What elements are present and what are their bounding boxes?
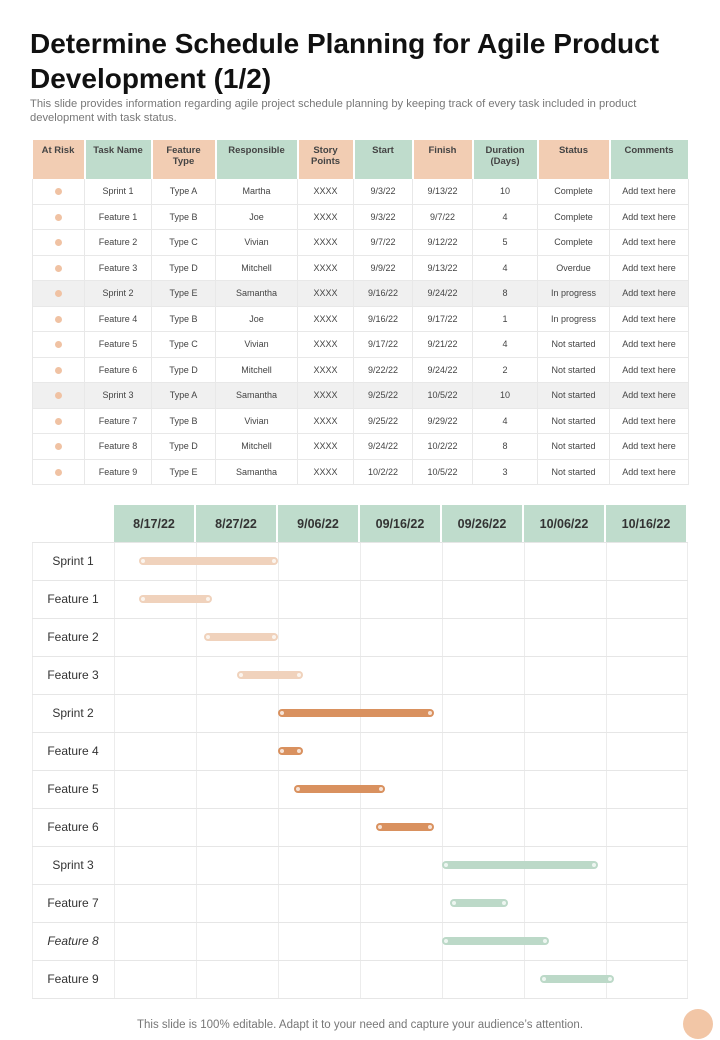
risk-dot-icon (55, 392, 62, 399)
gantt-bar (139, 595, 213, 603)
status-cell: Not started (538, 357, 610, 383)
at-risk-cell (33, 332, 85, 358)
story-points-cell: XXXX (298, 255, 354, 281)
task-name-cell: Sprint 1 (85, 179, 152, 204)
gantt-grid-hline (32, 922, 688, 923)
gantt-task-label: Feature 9 (47, 972, 99, 986)
finish-cell: 9/29/22 (413, 408, 473, 434)
duration-cell: 10 (473, 179, 538, 204)
gantt-grid-hline (32, 618, 688, 619)
gantt-bar (278, 747, 303, 755)
duration-cell: 1 (473, 306, 538, 332)
task-name-cell: Feature 9 (85, 459, 152, 485)
table-row (33, 255, 689, 281)
story-points-cell: XXXX (298, 230, 354, 256)
responsible-cell: Vivian (216, 408, 298, 434)
gantt-task-label: Feature 1 (47, 592, 99, 606)
story-points-cell: XXXX (298, 306, 354, 332)
finish-cell: 9/24/22 (413, 281, 473, 307)
story-points-cell: XXXX (298, 204, 354, 230)
table-body (33, 179, 689, 485)
table-row (33, 281, 689, 307)
responsible-cell: Mitchell (216, 357, 298, 383)
duration-cell: 4 (473, 408, 538, 434)
gantt-grid-hline (32, 732, 688, 733)
decorative-circle (683, 1009, 713, 1039)
responsible-cell: Samantha (216, 383, 298, 409)
risk-dot-icon (55, 214, 62, 221)
start-cell: 10/2/22 (354, 459, 413, 485)
task-name-cell: Feature 8 (85, 434, 152, 460)
header-responsible: Responsible (216, 140, 298, 179)
feature-type-cell: Type E (152, 459, 216, 485)
responsible-cell: Mitchell (216, 255, 298, 281)
comments-cell: Add text here (610, 306, 689, 332)
risk-dot-icon (55, 265, 62, 272)
feature-type-cell: Type B (152, 204, 216, 230)
finish-cell: 9/7/22 (413, 204, 473, 230)
duration-cell: 4 (473, 255, 538, 281)
start-cell: 9/7/22 (354, 230, 413, 256)
gantt-chart (32, 505, 688, 999)
task-name-cell: Feature 7 (85, 408, 152, 434)
gantt-date-header: 10/16/22 (606, 505, 688, 542)
duration-cell: 2 (473, 357, 538, 383)
gantt-bar (294, 785, 384, 793)
task-name-cell: Sprint 2 (85, 281, 152, 307)
responsible-cell: Vivian (216, 230, 298, 256)
start-cell: 9/25/22 (354, 383, 413, 409)
gantt-grid-hline (32, 656, 688, 657)
at-risk-cell (33, 408, 85, 434)
gantt-task-label: Feature 4 (47, 744, 99, 758)
comments-cell: Add text here (610, 255, 689, 281)
feature-type-cell: Type C (152, 332, 216, 358)
status-cell: Not started (538, 383, 610, 409)
story-points-cell: XXXX (298, 408, 354, 434)
gantt-date-header: 9/06/22 (278, 505, 360, 542)
story-points-cell: XXXX (298, 383, 354, 409)
header-at-risk: At Risk (33, 140, 85, 179)
story-points-cell: XXXX (298, 357, 354, 383)
at-risk-cell (33, 306, 85, 332)
task-name-cell: Feature 1 (85, 204, 152, 230)
finish-cell: 9/12/22 (413, 230, 473, 256)
comments-cell: Add text here (610, 281, 689, 307)
finish-cell: 9/13/22 (413, 179, 473, 204)
gantt-task-label: Feature 2 (47, 630, 99, 644)
header-comments: Comments (610, 140, 689, 179)
responsible-cell: Mitchell (216, 434, 298, 460)
feature-type-cell: Type D (152, 357, 216, 383)
header-finish: Finish (413, 140, 473, 179)
risk-dot-icon (55, 418, 62, 425)
duration-cell: 10 (473, 383, 538, 409)
header-story-points: Story Points (298, 140, 354, 179)
header-task-name: Task Name (85, 140, 152, 179)
duration-cell: 3 (473, 459, 538, 485)
table-row (33, 179, 689, 204)
table-row (33, 459, 689, 485)
gantt-date-header: 09/26/22 (442, 505, 524, 542)
gantt-bar (204, 633, 278, 641)
comments-cell: Add text here (610, 408, 689, 434)
at-risk-cell (33, 459, 85, 485)
gantt-task-label: Feature 5 (47, 782, 99, 796)
gantt-grid-hline (32, 846, 688, 847)
start-cell: 9/9/22 (354, 255, 413, 281)
finish-cell: 9/17/22 (413, 306, 473, 332)
gantt-task-label: Feature 8 (47, 934, 99, 948)
gantt-task-label: Feature 7 (47, 896, 99, 910)
at-risk-cell (33, 281, 85, 307)
story-points-cell: XXXX (298, 281, 354, 307)
start-cell: 9/24/22 (354, 434, 413, 460)
at-risk-cell (33, 357, 85, 383)
duration-cell: 8 (473, 281, 538, 307)
status-cell: Not started (538, 332, 610, 358)
responsible-cell: Vivian (216, 332, 298, 358)
feature-type-cell: Type A (152, 179, 216, 204)
gantt-grid-hline (32, 542, 688, 543)
at-risk-cell (33, 434, 85, 460)
table-row (33, 332, 689, 358)
at-risk-cell (33, 255, 85, 281)
gantt-date-header: 8/17/22 (114, 505, 196, 542)
feature-type-cell: Type E (152, 281, 216, 307)
gantt-bar (376, 823, 433, 831)
responsible-cell: Joe (216, 306, 298, 332)
task-name-cell: Feature 5 (85, 332, 152, 358)
status-cell: In progress (538, 281, 610, 307)
gantt-grid-hline (32, 694, 688, 695)
status-cell: Not started (538, 459, 610, 485)
gantt-task-label: Feature 6 (47, 820, 99, 834)
start-cell: 9/16/22 (354, 306, 413, 332)
story-points-cell: XXXX (298, 459, 354, 485)
story-points-cell: XXXX (298, 434, 354, 460)
duration-cell: 4 (473, 204, 538, 230)
risk-dot-icon (55, 341, 62, 348)
page-subtitle: This slide provides information regarding agile project schedule planning by keeping track of every task included in product development with task status. (30, 98, 637, 124)
task-name-cell: Feature 6 (85, 357, 152, 383)
finish-cell: 10/2/22 (413, 434, 473, 460)
finish-cell: 9/24/22 (413, 357, 473, 383)
table-row (33, 230, 689, 256)
gantt-grid-hline (32, 884, 688, 885)
finish-cell: 10/5/22 (413, 383, 473, 409)
feature-type-cell: Type A (152, 383, 216, 409)
gantt-bar (237, 671, 303, 679)
duration-cell: 5 (473, 230, 538, 256)
start-cell: 9/17/22 (354, 332, 413, 358)
gantt-task-label: Sprint 3 (52, 858, 94, 872)
gantt-date-header: 10/06/22 (524, 505, 606, 542)
risk-dot-icon (55, 316, 62, 323)
gantt-bar (278, 709, 434, 717)
footer-note: This slide is 100% editable. Adapt it to your need and capture your audience’s attention. (136, 1019, 584, 1031)
at-risk-cell (33, 179, 85, 204)
gantt-bar (139, 557, 278, 565)
comments-cell: Add text here (610, 434, 689, 460)
gantt-grid-hline (32, 808, 688, 809)
gantt-bar (442, 861, 598, 869)
at-risk-cell (33, 204, 85, 230)
status-cell: Overdue (538, 255, 610, 281)
gantt-task-label: Sprint 2 (52, 706, 94, 720)
header-feature-type: Feature Type (152, 140, 216, 179)
table-row (33, 357, 689, 383)
responsible-cell: Samantha (216, 459, 298, 485)
gantt-date-header: 09/16/22 (360, 505, 442, 542)
feature-type-cell: Type C (152, 230, 216, 256)
page-title: Determine Schedule Planning for Agile Product Development (1/2) (30, 28, 660, 94)
status-cell: In progress (538, 306, 610, 332)
at-risk-cell (33, 230, 85, 256)
feature-type-cell: Type B (152, 306, 216, 332)
comments-cell: Add text here (610, 357, 689, 383)
table-row (33, 408, 689, 434)
start-cell: 9/3/22 (354, 179, 413, 204)
gantt-grid-hline (32, 770, 688, 771)
header-status: Status (538, 140, 610, 179)
status-cell: Not started (538, 434, 610, 460)
risk-dot-icon (55, 367, 62, 374)
at-risk-cell (33, 383, 85, 409)
gantt-bar (450, 899, 507, 907)
responsible-cell: Joe (216, 204, 298, 230)
task-name-cell: Feature 4 (85, 306, 152, 332)
comments-cell: Add text here (610, 230, 689, 256)
gantt-grid-hline (32, 960, 688, 961)
duration-cell: 8 (473, 434, 538, 460)
table-row (33, 306, 689, 332)
status-cell: Not started (538, 408, 610, 434)
gantt-task-label: Feature 3 (47, 668, 99, 682)
risk-dot-icon (55, 290, 62, 297)
risk-dot-icon (55, 469, 62, 476)
table-row (33, 204, 689, 230)
task-name-cell: Feature 3 (85, 255, 152, 281)
feature-type-cell: Type D (152, 434, 216, 460)
table-row (33, 434, 689, 460)
finish-cell: 10/5/22 (413, 459, 473, 485)
duration-cell: 4 (473, 332, 538, 358)
task-name-cell: Sprint 3 (85, 383, 152, 409)
header-start: Start (354, 140, 413, 179)
risk-dot-icon (55, 239, 62, 246)
finish-cell: 9/13/22 (413, 255, 473, 281)
task-status-table (32, 140, 690, 485)
task-name-cell: Feature 2 (85, 230, 152, 256)
story-points-cell: XXXX (298, 332, 354, 358)
comments-cell: Add text here (610, 383, 689, 409)
table-header-row (33, 140, 689, 179)
gantt-task-label: Sprint 1 (52, 554, 94, 568)
comments-cell: Add text here (610, 179, 689, 204)
table-row (33, 383, 689, 409)
comments-cell: Add text here (610, 332, 689, 358)
comments-cell: Add text here (610, 204, 689, 230)
header-duration: Duration (Days) (473, 140, 538, 179)
start-cell: 9/3/22 (354, 204, 413, 230)
status-cell: Complete (538, 179, 610, 204)
risk-dot-icon (55, 443, 62, 450)
start-cell: 9/16/22 (354, 281, 413, 307)
finish-cell: 9/21/22 (413, 332, 473, 358)
responsible-cell: Samantha (216, 281, 298, 307)
status-cell: Complete (538, 204, 610, 230)
gantt-date-header: 8/27/22 (196, 505, 278, 542)
start-cell: 9/25/22 (354, 408, 413, 434)
start-cell: 9/22/22 (354, 357, 413, 383)
gantt-bar (540, 975, 614, 983)
gantt-grid-hline (32, 580, 688, 581)
gantt-grid-hline (32, 998, 688, 999)
gantt-bar (442, 937, 549, 945)
status-cell: Complete (538, 230, 610, 256)
comments-cell: Add text here (610, 459, 689, 485)
story-points-cell: XXXX (298, 179, 354, 204)
feature-type-cell: Type B (152, 408, 216, 434)
feature-type-cell: Type D (152, 255, 216, 281)
responsible-cell: Martha (216, 179, 298, 204)
risk-dot-icon (55, 188, 62, 195)
